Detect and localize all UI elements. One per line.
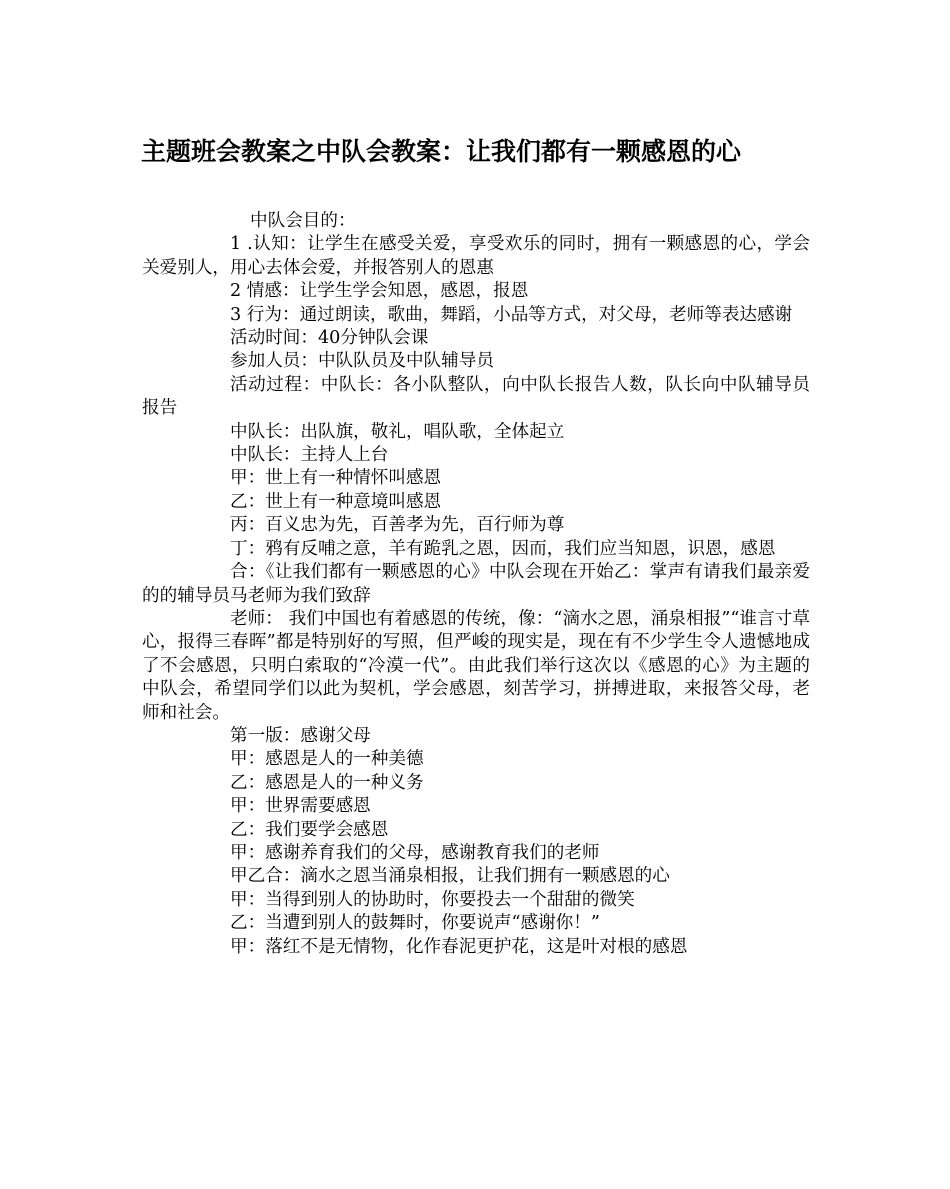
paragraph: 丁：鸦有反哺之意，羊有跪乳之恩，因而，我们应当知恩，识恩，感恩 <box>230 538 776 559</box>
paragraph: 乙：我们要学会感恩 <box>230 819 389 840</box>
paragraph: 乙：当遭到别人的鼓舞时，你要说声“感谢你！” <box>230 913 600 934</box>
paragraph: 合：《让我们都有一颗感恩的心》中队会现在开始乙：掌声有请我们最亲爱的的辅导员马老师为我们致辞 <box>142 562 810 606</box>
document-title: 主题班会教案之中队会教案：让我们都有一颗感恩的心 <box>141 137 742 166</box>
paragraph: 中队长：出队旗，敬礼，唱队歌，全体起立 <box>230 421 565 442</box>
paragraph: 甲：感谢养育我们的父母，感谢教育我们的老师 <box>230 842 600 863</box>
paragraph: 甲乙合：滴水之恩当涌泉相报，让我们拥有一颗感恩的心 <box>230 866 670 887</box>
paragraph: 甲：当得到别人的协助时，你要投去一个甜甜的微笑 <box>230 889 635 910</box>
paragraph: 3 行为：通过朗读，歌曲，舞蹈，小品等方式，对父母，老师等表达感谢 <box>230 304 793 325</box>
paragraph: 乙：感恩是人的一种义务 <box>230 772 424 793</box>
paragraph: 甲：落红不是无情物，化作春泥更护花，这是叶对根的感恩 <box>230 936 688 957</box>
paragraph: 中队长：主持人上台 <box>230 445 389 466</box>
paragraph: 中队会目的： <box>250 211 356 231</box>
paragraph: 甲：世上有一种情怀叫感恩 <box>230 468 442 489</box>
paragraph: 乙：世上有一种意境叫感恩 <box>230 491 442 512</box>
paragraph: 第一版：感谢父母 <box>230 725 371 746</box>
paragraph: 1 .认知：让学生在感受关爱，享受欢乐的同时，拥有一颗感恩的心，学会关爱别人，用心去体会爱，并报答别人的恩惠 <box>142 234 810 278</box>
paragraph: 甲：感恩是人的一种美德 <box>230 749 424 770</box>
paragraph: 活动过程：中队长：各小队整队，向中队长报告人数，队长向中队辅导员报告 <box>142 374 810 419</box>
paragraph: 丙：百义忠为先，百善孝为先，百行师为尊 <box>230 515 565 536</box>
paragraph: 2 情感：让学生学会知恩，感恩，报恩 <box>230 281 529 302</box>
paragraph: 活动时间：40分钟队会课 <box>230 328 429 349</box>
document-body <box>142 210 810 959</box>
paragraph: 参加人员：中队队员及中队辅导员 <box>230 351 494 372</box>
paragraph: 甲：世界需要感恩 <box>230 796 371 817</box>
paragraph: 老师： 我们中国也有着感恩的传统，像：“滴水之恩，涌泉相报”“谁言寸草心，报得三春晖”都是特别好的写照，但严峻的现实是，现在有不少学生令人遗憾地成了不会感恩，只明白索取的“冷漠一代”。由此我们举行这次以《感恩的心》为主题的中队会，希望同学们以此为契机，学会感恩，刻苦学习，拼搏进取，来报答父母，老师和社会。 <box>142 608 810 723</box>
